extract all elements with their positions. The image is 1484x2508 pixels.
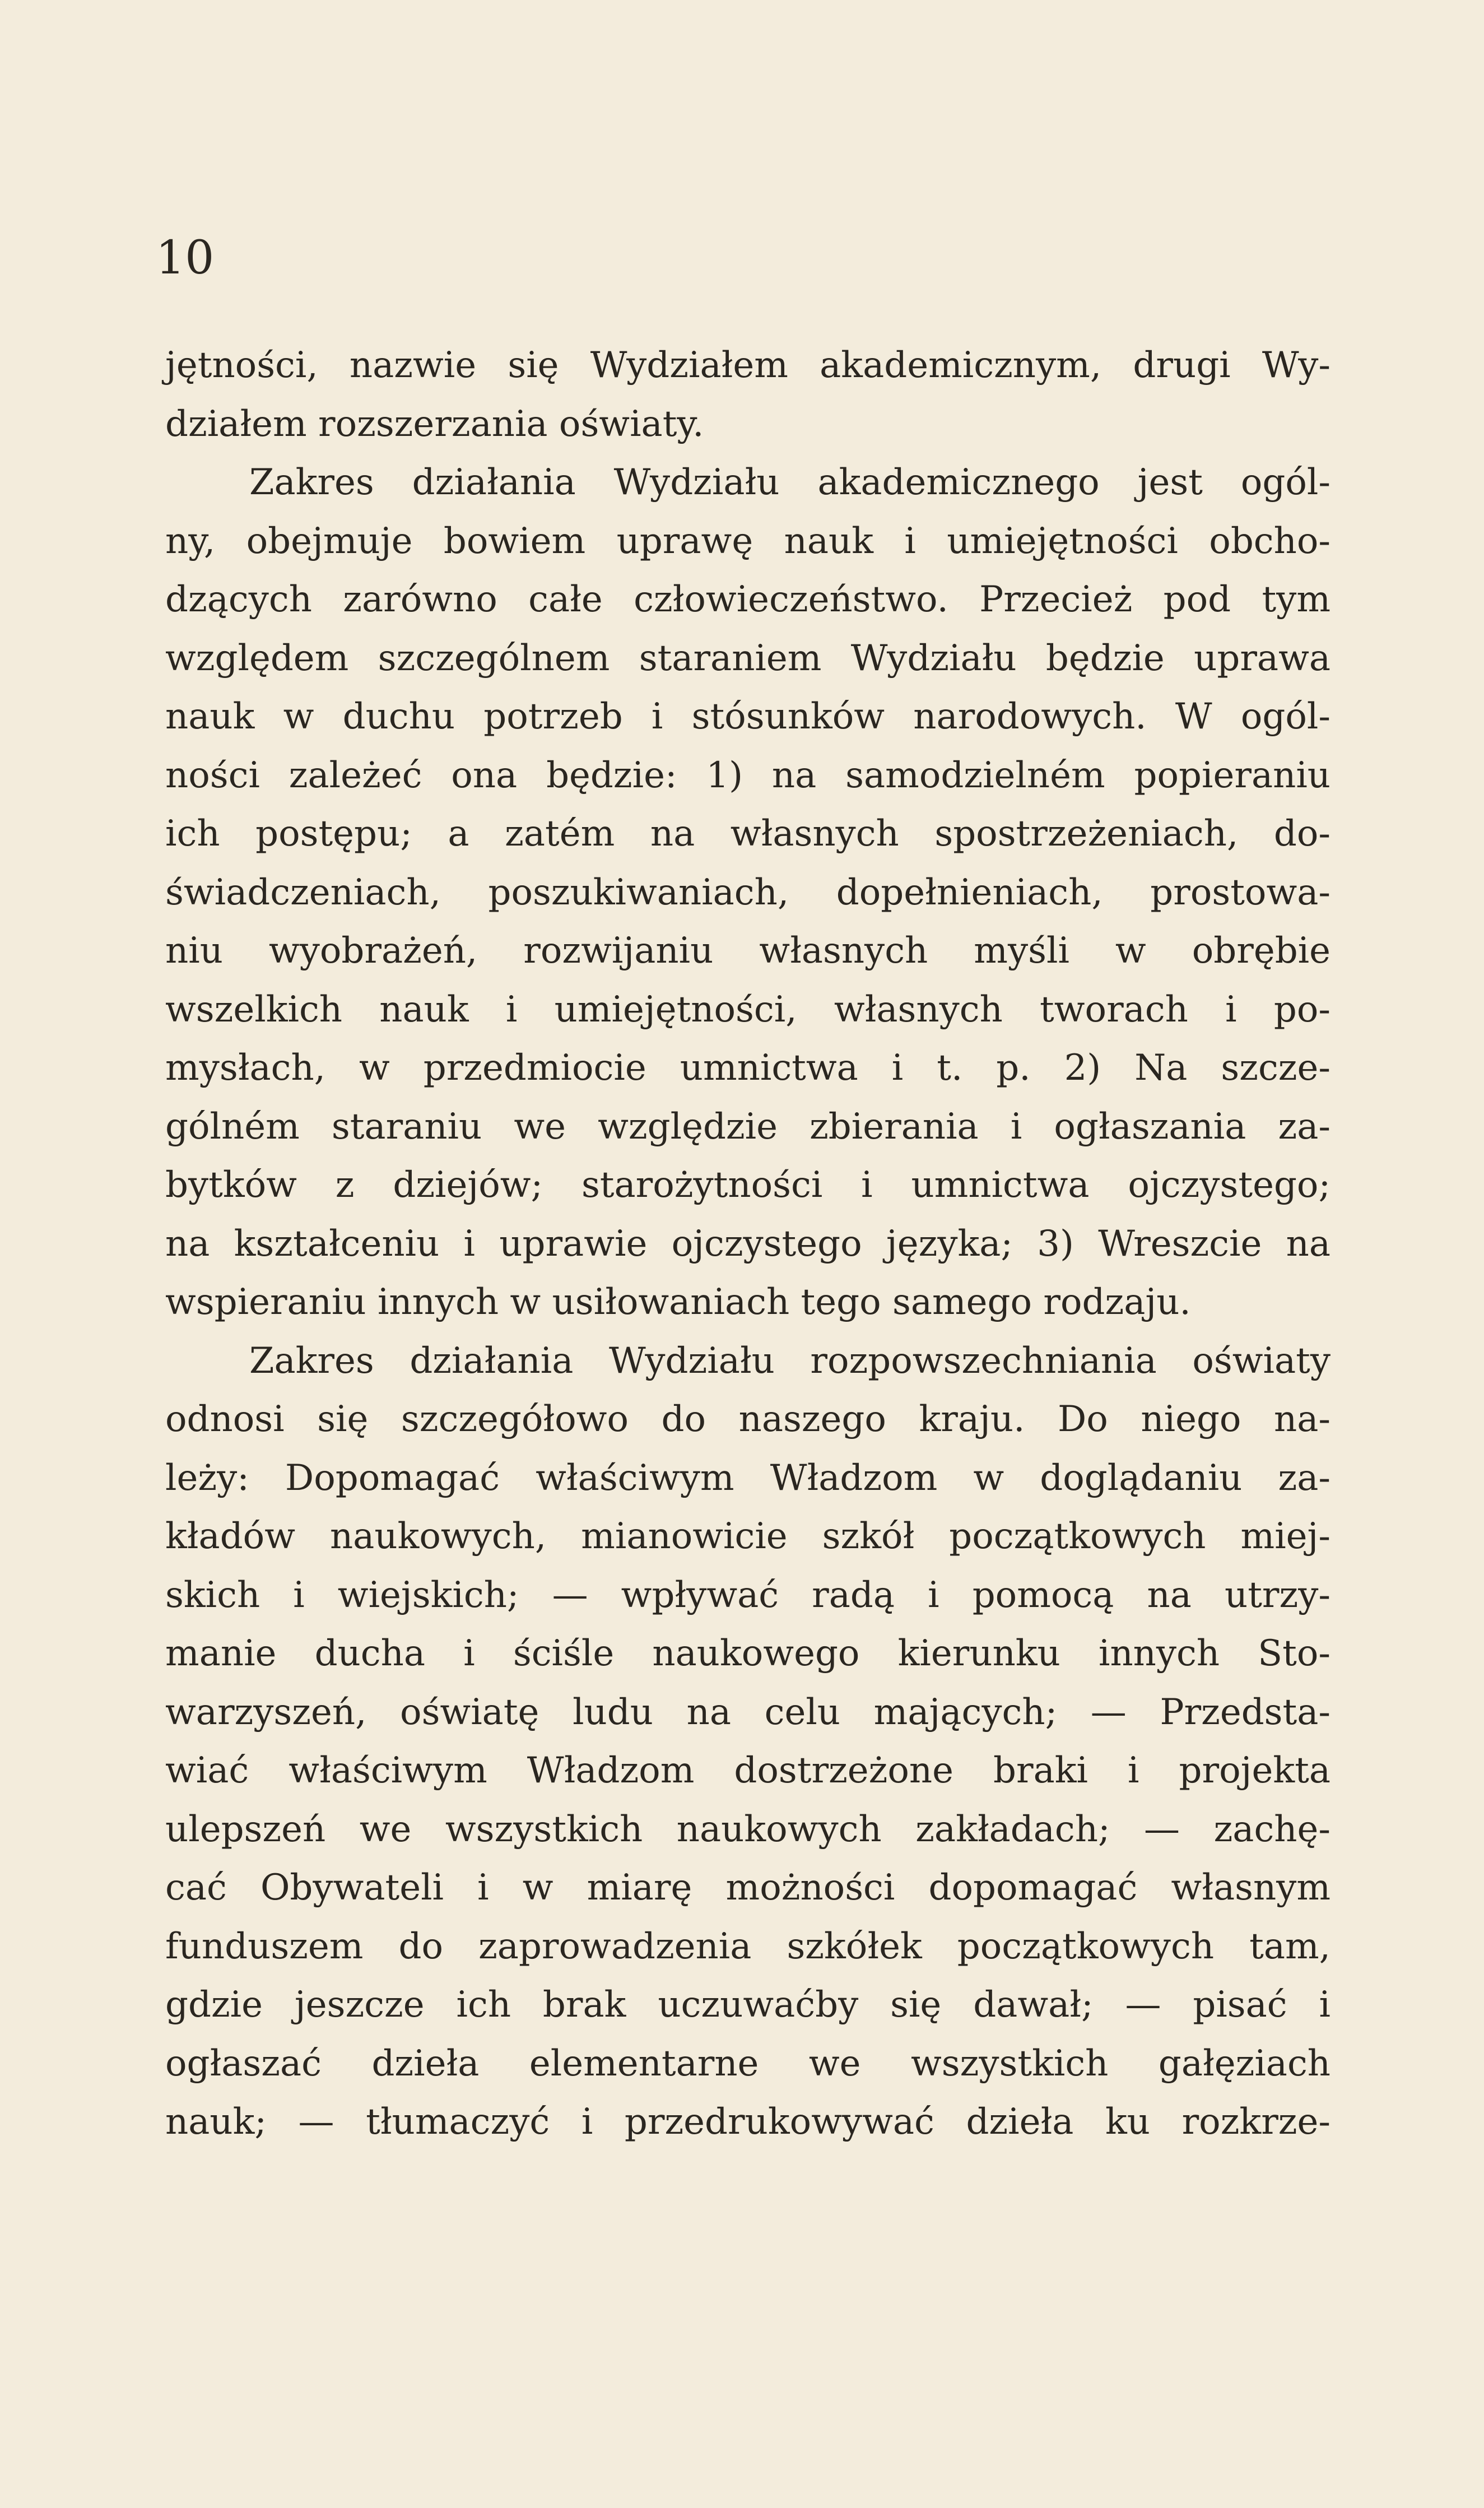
text-line: wspieraniu innych w usiłowaniach tego samego rodzaju. — [165, 1281, 1191, 1323]
paragraph-start-line: Zakres działania Wydziału akademicznego jest ogól- — [249, 462, 1331, 503]
text-line: gdzie jeszcze ich brak uczuwaćby się dawał; — pisać i — [165, 1984, 1331, 2026]
text-line: nauk; — tłumaczyć i przedrukowywać dzieła ku rozkrze- — [165, 2101, 1331, 2143]
text-line: ności zależeć ona będzie: 1) na samodzielném popieraniu — [165, 754, 1331, 796]
text-line: nauk w duchu potrzeb i stósunków narodowych. W ogól- — [165, 696, 1331, 737]
text-line: leży: Dopomagać właściwym Władzom w doglądaniu za- — [165, 1457, 1331, 1499]
text-line: cać Obywateli i w miarę możności dopomagać własnym — [165, 1867, 1331, 1908]
text-line: ulepszeń we wszystkich naukowych zakładach; — zachę- — [165, 1808, 1331, 1850]
text-line: ny, obejmuje bowiem uprawę nauk i umiejętności obcho- — [165, 520, 1331, 562]
body-text — [165, 336, 1331, 2152]
page-number: 10 — [156, 231, 215, 285]
text-line: wszelkich nauk i umiejętności, własnych tworach i po- — [165, 988, 1331, 1030]
text-line: kładów naukowych, mianowicie szkół początkowych miej- — [165, 1516, 1331, 1557]
text-line: bytków z dziejów; starożytności i umnictwa ojczystego; — [165, 1164, 1331, 1206]
text-line: względem szczególnem staraniem Wydziału będzie uprawa — [165, 637, 1331, 679]
text-line: ich postępu; a zatém na własnych spostrzeżeniach, do- — [165, 813, 1331, 854]
text-line: skich i wiejskich; — wpływać radą i pomocą na utrzy- — [165, 1574, 1331, 1616]
paragraph-start-line: Zakres działania Wydziału rozpowszechniania oświaty — [249, 1340, 1331, 1382]
text-line: świadczeniach, poszukiwaniach, dopełnieniach, prostowa- — [165, 871, 1331, 913]
text-line: manie ducha i ściśle naukowego kierunku innych Sto- — [165, 1633, 1331, 1674]
text-line: niu wyobrażeń, rozwijaniu własnych myśli w obrębie — [165, 930, 1331, 972]
text-line: dzących zarówno całe człowieczeństwo. Przecież pod tym — [165, 579, 1331, 620]
text-line: odnosi się szczegółowo do naszego kraju. Do niego na- — [165, 1399, 1331, 1440]
text-line: ogłaszać dzieła elementarne we wszystkich gałęziach — [165, 2042, 1331, 2084]
text-line: funduszem do zaprowadzenia szkółek początkowych tam, — [165, 1925, 1331, 1967]
text-line: gólném staraniu we względzie zbierania i ogłaszania za- — [165, 1106, 1331, 1148]
text-line: na kształceniu i uprawie ojczystego języka; 3) Wreszcie na — [165, 1223, 1331, 1265]
text-line: warzyszeń, oświatę ludu na celu mających; — Przedsta- — [165, 1691, 1331, 1733]
text-line: jętności, nazwie się Wydziałem akademicznym, drugi Wy- — [165, 345, 1331, 386]
text-line: mysłach, w przedmiocie umnictwa i t. p. 2) Na szcze- — [165, 1047, 1331, 1089]
text-line: wiać właściwym Władzom dostrzeżone braki i projekta — [165, 1750, 1331, 1791]
text-line: działem rozszerzania oświaty. — [165, 403, 704, 445]
